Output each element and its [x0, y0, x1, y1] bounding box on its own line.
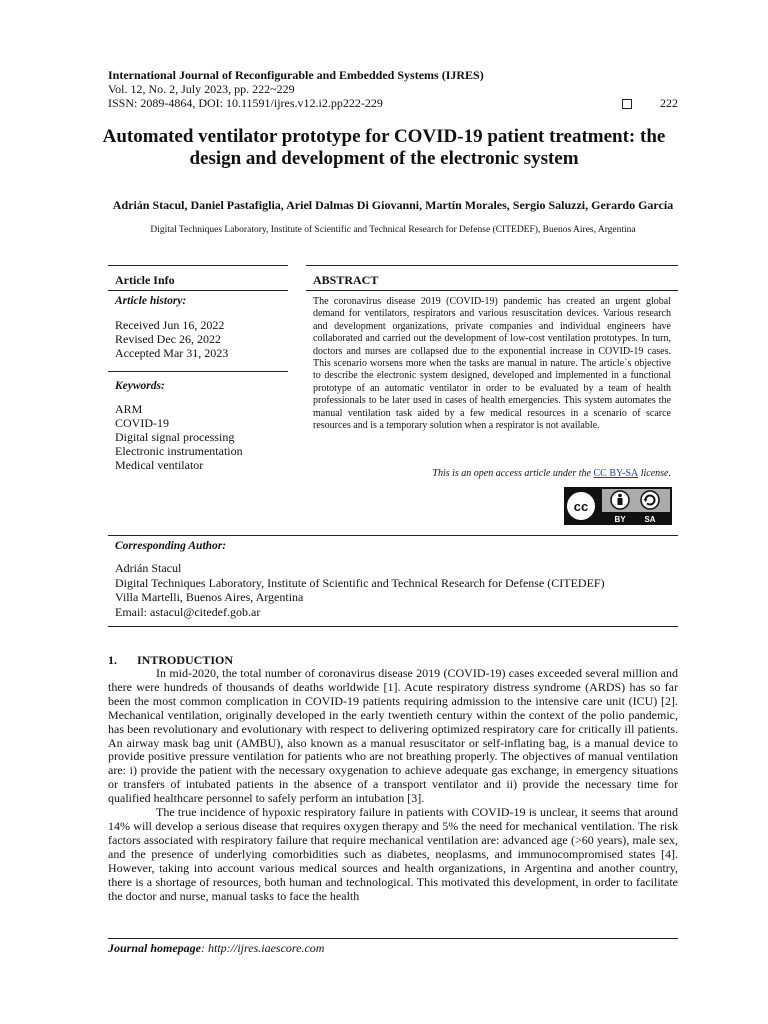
paper-title: Automated ventilator prototype for COVID-19 patient treatment: the design and development of the electronic system — [102, 126, 666, 169]
divider — [108, 290, 288, 291]
corresponding-author — [115, 561, 675, 619]
homepage-url: : http://ijres.iaescore.com — [201, 941, 325, 955]
divider — [108, 371, 288, 372]
svg-text:BY: BY — [614, 515, 626, 524]
divider — [306, 265, 678, 266]
author-name: Adrián Stacul — [115, 561, 182, 575]
accepted-date: Accepted Mar 31, 2023 — [115, 346, 229, 360]
corresponding-heading: Corresponding Author: — [115, 540, 227, 552]
abstract-heading: ABSTRACT — [313, 273, 379, 287]
article-history — [115, 318, 228, 360]
keyword: ARM — [115, 402, 143, 416]
abstract-text: The coronavirus disease 2019 (COVID-19) pandemic has created an urgent global demand for ventilators, respirators and various resuscitation devices. Various research and development organizations, private companies and individual engineers have collaborated and carried out the development of low-cost ventilation prototypes. In turn, doctors and nurses are collapsed due to the exponential increase in COVID-19 cases. This scenario worsens more when the tasks are manual in nature. The article`s objective to describe the electronic system designed, developed and implemented in a functional prototype of an automatic ventilator in order to be evaluated by a team of health professionals to be later used in cases of health emergencies. This system automates the manual ventilation task aided by a few medical resources in a scenario of scarce resources and is a temporary solution when a respirator is not available. — [313, 296, 671, 432]
journal-homepage: Journal homepage: http://ijres.iaescore.com — [108, 941, 325, 955]
introduction-body — [108, 667, 678, 903]
cc-by-sa-badge — [564, 487, 672, 525]
section-heading: 1. INTRODUCTION — [108, 653, 234, 667]
divider — [108, 626, 678, 627]
paragraph: The true incidence of hypoxic respiratory failure in patients with COVID-19 is unclear, it seems that around 14% will develop a serious disease that requires oxygen therapy and 5% the need for mechanical ventilation. The risk factors associated with respiratory failure that require mechanical ventilation are: advanced age (>60 years), male sex, and the presence of underlying comorbidities such as diabetes, neoplasms, and immunocompromised states [4]. However, taking into account various medical sources and health organizations, in Argentina and another country, there is a shortage of resources, both human and technological. This motivated this development, in order to facilitate the doctor and nurse, manual tasks to face the health — [108, 805, 678, 903]
share-alike-icon — [641, 491, 659, 509]
issn-doi: ISSN: 2089-4864, DOI: 10.11591/ijres.v12.i2.pp222-229 — [108, 96, 383, 110]
keywords-list — [115, 402, 243, 472]
divider — [108, 938, 678, 939]
author-list: Adrián Stacul, Daniel Pastafiglia, Ariel Dalmas Di Giovanni, Martín Morales, Sergio Saluzzi, Gerardo García — [112, 198, 674, 212]
svg-text:cc: cc — [573, 499, 589, 514]
author-email: Email: astacul@citedef.gob.ar — [115, 604, 261, 619]
paragraph: In mid-2020, the total number of coronavirus disease 2019 (COVID-19) cases exceeded several million and there were hundreds of thousands of deaths worldwide [1]. Acute respiratory distress syndrome (ARDS) has so far been the most common complication in COVID-19 patients requiring admission to the intensive care unit (ICU) [2]. Mechanical ventilation, originally developed in the early twentieth century within the context of the polio pandemic, has been revolutionary and evolutionary with respect to delivering optimized respiratory care for critically ill patients. An airway mask bag unit (AMBU), also known as a manual resuscitator or self-inflating bag, is a manual device to provide positive pressure ventilation for patients who are not breathing properly. The objectives of manual ventilation are: i) provide the patient with the necessary oxygenation to achieve adequate gas exchange, in emergency situations or transfers of intubated patients in the absence of a transport ventilator and ii) provide the necessary time for qualified healthcare personnel to safely perform an intubation [3]. — [108, 666, 678, 806]
license-line: This is an open access article under the CC BY-SA license. — [432, 468, 671, 479]
volume-info: Vol. 12, No. 2, July 2023, pp. 222~229 — [108, 82, 295, 96]
keyword: Electronic instrumentation — [115, 444, 243, 458]
article-history-heading: Article history: — [115, 295, 187, 307]
keyword: COVID-19 — [115, 416, 169, 430]
article-info-heading: Article Info — [115, 273, 175, 287]
divider — [306, 290, 678, 291]
keyword: Digital signal processing — [115, 430, 235, 444]
square-icon — [622, 99, 632, 109]
divider — [108, 535, 678, 536]
keywords-heading: Keywords: — [115, 380, 165, 392]
author-affiliation: Digital Techniques Laboratory, Institute of Scientific and Technical Research for Defense (CITEDEF) — [115, 575, 605, 590]
received-date: Received Jun 16, 2022 — [115, 318, 225, 332]
author-location: Villa Martelli, Buenos Aires, Argentina — [115, 590, 304, 604]
svg-text:SA: SA — [644, 515, 656, 524]
running-header — [108, 68, 678, 110]
revised-date: Revised Dec 26, 2022 — [115, 332, 221, 346]
journal-name: International Journal of Reconfigurable and Embedded Systems (IJRES) — [108, 68, 484, 82]
divider — [108, 265, 288, 266]
keyword: Medical ventilator — [115, 458, 204, 472]
page-number: 222 — [660, 96, 678, 110]
affiliation: Digital Techniques Laboratory, Institute of Scientific and Technical Research for Defense (CITEDEF), Buenos Aires, Argentina — [150, 225, 636, 235]
license-link[interactable]: CC BY-SA — [593, 468, 639, 479]
